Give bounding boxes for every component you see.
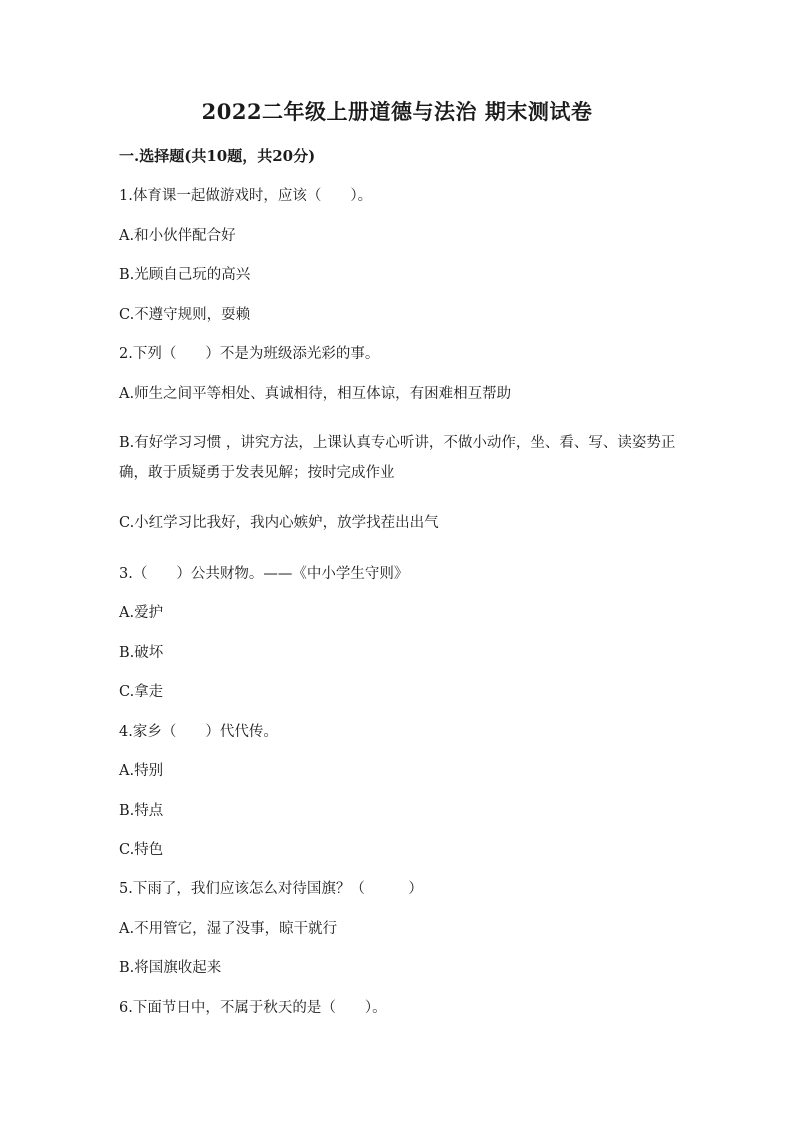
question-2-option-c: C.小红学习比我好，我内心嫉妒，放学找茬出出气 [119, 515, 439, 531]
question-5-option-a: A.不用管它，湿了没事，晾干就行 [119, 921, 338, 937]
question-4-option-c: C.特色 [119, 842, 164, 858]
question-1-option-b: B.光顾自己玩的高兴 [119, 267, 251, 283]
question-3-stem: 3.（ ）公共财物。——《中小学生守则》 [119, 566, 409, 582]
question-2-stem: 2.下列（ ）不是为班级添光彩的事。 [119, 346, 380, 362]
question-4-option-b: B.特点 [119, 803, 164, 819]
question-2-option-a: A.师生之间平等相处、真诚相待，相互体谅，有困难相互帮助 [119, 386, 512, 402]
page-title: 2022二年级上册道德与法治 期末测试卷 [201, 99, 593, 124]
question-4-stem: 4.家乡（ ）代代传。 [119, 724, 278, 740]
question-4-option-a: A.特别 [119, 763, 164, 779]
question-1-option-c: C.不遵守规则，耍赖 [119, 307, 251, 323]
question-1-option-a: A.和小伙伴配合好 [119, 228, 236, 244]
question-2-option-b: B.有好学习习惯 ，讲究方法，上课认真专心听讲，不做小动作，坐、看、写、读姿势正确，敢于质疑勇于发表见解；按时完成作业 [119, 435, 676, 481]
question-5-stem: 5.下雨了，我们应该怎么对待国旗？（ ） [119, 881, 423, 897]
section-heading: 一.选择题(共10题，共20分) [119, 147, 316, 165]
question-6-stem: 6.下面节日中，不属于秋天的是（ ）。 [119, 1000, 387, 1016]
question-1-stem: 1.体育课一起做游戏时，应该（ ）。 [119, 188, 373, 204]
question-3-option-b: B.破坏 [119, 645, 164, 661]
question-3-option-a: A.爱护 [119, 605, 164, 621]
question-3-option-c: C.拿走 [119, 684, 164, 700]
question-5-option-b: B.将国旗收起来 [119, 960, 222, 976]
